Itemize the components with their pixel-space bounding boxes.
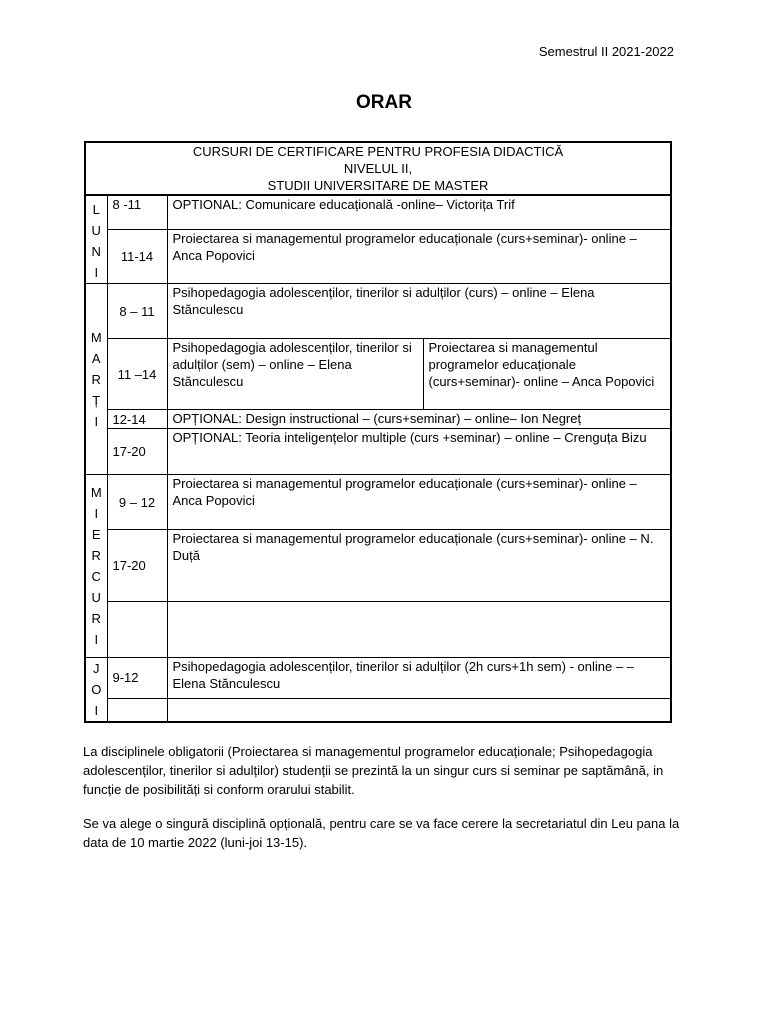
table-row xyxy=(85,429,671,475)
table-header-line: STUDII UNIVERSITARE DE MASTER xyxy=(267,178,489,193)
day-label-joi: J O I xyxy=(85,658,107,723)
time-slot: 12-14 xyxy=(107,410,167,429)
time-slot-empty xyxy=(107,698,167,722)
table-header-line: NIVELUL II, xyxy=(343,161,413,176)
time-slot: 9-12 xyxy=(107,658,167,699)
semester-label: Semestrul II 2021-2022 xyxy=(538,44,674,59)
table-row xyxy=(85,284,671,339)
course-cell: OPȚIONAL: Design instructional – (curs+seminar) – online– Ion Negreț xyxy=(167,410,671,429)
table-row xyxy=(85,658,671,699)
course-cell: Psihopedagogia adolescenților, tinerilor si adulților (2h curs+1h sem) - online – – Elena Stănculescu xyxy=(167,658,671,699)
course-cell: Proiectarea si managementul programelor educaționale (curs+seminar)- online – Anca Popovici xyxy=(167,230,671,284)
course-cell: Proiectarea si managementul programelor educaționale (curs+seminar)- online – N. Duță xyxy=(167,530,671,602)
table-header xyxy=(85,142,671,195)
course-cell: OPTIONAL: Comunicare educațională -online– Victorița Trif xyxy=(167,195,671,230)
table-row xyxy=(85,195,671,230)
day-label-luni: L U N I xyxy=(85,195,107,284)
time-slot: 8 – 11 xyxy=(107,284,167,339)
table-row xyxy=(85,698,671,722)
table-row xyxy=(85,339,671,410)
course-cell: Psihopedagogia adolescenților, tinerilor si adulților (sem) – online – Elena Stănculescu xyxy=(167,339,423,410)
course-cell-empty xyxy=(167,602,671,658)
notes-section xyxy=(83,742,683,799)
time-slot: 17-20 xyxy=(107,530,167,602)
time-slot-empty xyxy=(107,602,167,658)
page-title: ORAR xyxy=(356,92,412,113)
course-cell: Proiectarea si managementul programelor educaționale (curs+seminar)- online – Anca Popovici xyxy=(423,339,671,410)
time-slot: 11-14 xyxy=(107,230,167,284)
course-cell-empty xyxy=(167,698,671,722)
note-paragraph: Se va alege o singură disciplină opțională, pentru care se va face cerere la secretariatul din Leu pana la data de 10 martie 2022 (luni-joi 13-15). xyxy=(83,816,680,850)
time-slot: 17-20 xyxy=(107,429,167,475)
table-row xyxy=(85,530,671,602)
time-slot: 11 –14 xyxy=(107,339,167,410)
table-header-line: CURSURI DE CERTIFICARE PENTRU PROFESIA DIDACTICĂ xyxy=(192,144,564,159)
course-cell: Proiectarea si managementul programelor educaționale (curs+seminar)- online – Anca Popovici xyxy=(167,475,671,530)
table-header-row xyxy=(85,142,671,195)
day-label-miercuri: M I E R C U R I xyxy=(85,475,107,658)
table-row xyxy=(85,475,671,530)
course-cell: Psihopedagogia adolescenților, tinerilor si adulților (curs) – online – Elena Stănculescu xyxy=(167,284,671,339)
time-slot: 9 – 12 xyxy=(107,475,167,530)
table-row xyxy=(85,410,671,429)
note-paragraph: La disciplinele obligatorii (Proiectarea si managementul programelor educaționale; Psihopedagogia adolescenților, tinerilor si adulților) studenții se prezintă la un singur curs si seminar pe saptămână, in funcție de posibilități si conform orarului stabilit. xyxy=(83,744,664,797)
course-cell: OPȚIONAL: Teoria inteligențelor multiple (curs +seminar) – online – Crenguța Bizu xyxy=(167,429,671,475)
table-row xyxy=(85,230,671,284)
time-slot: 8 -11 xyxy=(107,195,167,230)
schedule-table xyxy=(84,141,672,723)
notes-section xyxy=(83,814,683,852)
day-label-marti: M A R Ț I xyxy=(85,284,107,475)
table-row xyxy=(85,602,671,658)
